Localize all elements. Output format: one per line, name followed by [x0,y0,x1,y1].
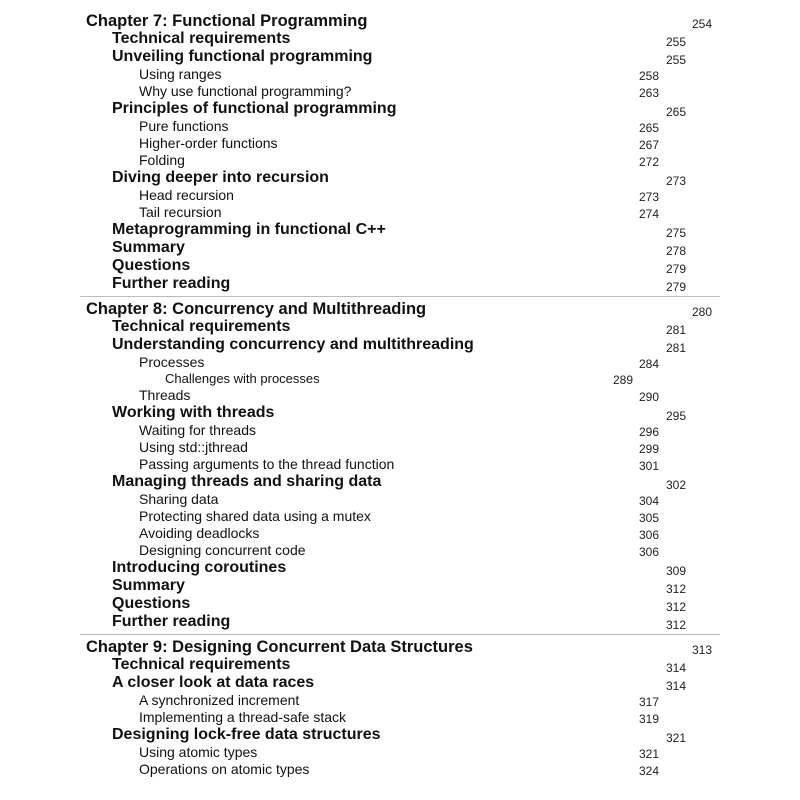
toc-subsection-entry[interactable] [86,66,716,83]
toc-subsection-entry[interactable] [86,152,716,169]
toc-entry-page-number: 278 [666,244,687,258]
toc-section-entry[interactable] [86,726,716,744]
toc-entry-title: Passing arguments to the thread function [139,456,395,472]
toc-subsection-entry[interactable] [86,709,716,726]
toc-entry-page-number: 267 [639,138,660,152]
toc-entry-page-number: 290 [639,390,660,404]
toc-entry-title: Designing lock-free data structures [112,726,381,743]
toc-entry-title: Using std::jthread [139,439,248,455]
toc-entry-page-number: 299 [639,442,660,456]
toc-entry-page-number: 321 [666,731,687,745]
toc-entry-page-number: 324 [639,764,660,778]
toc-subsection-entry[interactable] [86,118,716,135]
toc-entry-title: Summary [112,577,185,594]
toc-subsection-entry[interactable] [86,187,716,204]
toc-section-entry[interactable] [86,473,716,491]
toc-entry-title: Avoiding deadlocks [139,525,260,541]
toc-section-entry[interactable] [86,221,716,239]
toc-entry-title: Technical requirements [112,30,291,47]
toc-entry-title: Introducing coroutines [112,559,287,576]
toc-entry-title: Understanding concurrency and multithreading [112,336,474,353]
toc-entry-page-number: 312 [666,582,687,596]
toc-section-entry[interactable] [86,656,716,674]
toc-subsection-entry[interactable] [86,761,716,778]
toc-subsection-entry[interactable] [86,456,716,473]
toc-entry-title: Why use functional programming? [139,83,352,99]
toc-entry-page-number: 295 [666,409,687,423]
toc-entry-title: Chapter 8: Concurrency and Multithreading [86,300,427,318]
toc-entry-page-number: 255 [666,53,687,67]
toc-entry-page-number: 313 [692,643,713,657]
toc-section-entry[interactable] [86,169,716,187]
toc-entry-page-number: 263 [639,86,660,100]
toc-chapter-entry[interactable] [86,300,716,318]
toc-section-entry[interactable] [86,239,716,257]
toc-entry-title: Chapter 9: Designing Concurrent Data Structures [86,638,473,656]
toc-entry-title: Diving deeper into recursion [112,169,329,186]
toc-entry-page-number: 272 [639,155,660,169]
toc-entry-title: Further reading [112,613,231,630]
toc-entry-page-number: 273 [666,174,687,188]
toc-entry-title: Operations on atomic types [139,761,310,777]
toc-entry-page-number: 289 [613,373,634,387]
toc-entry-title: Using ranges [139,66,222,82]
toc-section-entry[interactable] [86,30,716,48]
toc-entry-title: Chapter 7: Functional Programming [86,12,368,30]
toc-entry-title: Sharing data [139,491,219,507]
toc-entry-title: Metaprogramming in functional C++ [112,221,386,238]
toc-subsection-entry[interactable] [86,387,716,404]
table-of-contents [86,12,716,778]
toc-section-entry[interactable] [86,559,716,577]
toc-entry-page-number: 306 [639,545,660,559]
toc-chapter-entry[interactable] [86,638,716,656]
toc-entry-page-number: 306 [639,528,660,542]
toc-entry-page-number: 279 [666,262,687,276]
toc-entry-title: Waiting for threads [139,422,256,438]
toc-entry-title: Tail recursion [139,204,222,220]
toc-subsection-entry[interactable] [86,204,716,221]
toc-subsection-entry[interactable] [86,371,716,387]
toc-entry-title: Managing threads and sharing data [112,473,382,490]
toc-entry-page-number: 275 [666,226,687,240]
toc-entry-page-number: 314 [666,661,687,675]
toc-section-entry[interactable] [86,100,716,118]
toc-entry-title: Designing concurrent code [139,542,306,558]
toc-entry-title: Higher-order functions [139,135,278,151]
toc-chapter-entry[interactable] [86,12,716,30]
toc-section-entry[interactable] [86,318,716,336]
toc-entry-title: Threads [139,387,191,403]
toc-entry-page-number: 274 [639,207,660,221]
toc-section-entry[interactable] [86,613,716,631]
toc-section-entry[interactable] [86,336,716,354]
toc-entry-page-number: 301 [639,459,660,473]
toc-subsection-entry[interactable] [86,744,716,761]
toc-entry-title: Protecting shared data using a mutex [139,508,371,524]
toc-section-entry[interactable] [86,257,716,275]
toc-entry-title: Working with threads [112,404,275,421]
toc-entry-page-number: 265 [666,105,687,119]
toc-entry-page-number: 312 [666,600,687,614]
toc-subsection-entry[interactable] [86,439,716,456]
toc-entry-title: A closer look at data races [112,674,315,691]
toc-entry-title: A synchronized increment [139,692,300,708]
toc-section-entry[interactable] [86,674,716,692]
toc-entry-page-number: 321 [639,747,660,761]
toc-entry-page-number: 254 [692,17,713,31]
toc-subsection-entry[interactable] [86,83,716,100]
toc-subsection-entry[interactable] [86,692,716,709]
toc-section-entry[interactable] [86,275,716,293]
toc-entry-page-number: 317 [639,695,660,709]
toc-entry-page-number: 304 [639,494,660,508]
toc-entry-title: Folding [139,152,185,168]
toc-subsection-entry[interactable] [86,354,716,371]
toc-entry-page-number: 284 [639,357,660,371]
toc-entry-title: Technical requirements [112,318,291,335]
toc-section-entry[interactable] [86,577,716,595]
toc-entry-page-number: 296 [639,425,660,439]
toc-entry-page-number: 273 [639,190,660,204]
toc-entry-page-number: 302 [666,478,687,492]
toc-entry-page-number: 279 [666,280,687,294]
toc-subsection-entry[interactable] [86,491,716,508]
toc-entry-page-number: 314 [666,679,687,693]
toc-entry-title: Challenges with processes [165,371,320,386]
toc-entry-title: Unveiling functional programming [112,48,373,65]
toc-entry-title: Further reading [112,275,231,292]
toc-entry-title: Summary [112,239,185,256]
toc-entry-page-number: 319 [639,712,660,726]
toc-entry-title: Head recursion [139,187,234,203]
toc-section-entry[interactable] [86,48,716,66]
toc-entry-title: Questions [112,257,191,274]
chapter-divider [80,634,720,635]
toc-entry-title: Pure functions [139,118,229,134]
toc-entry-page-number: 312 [666,618,687,632]
toc-subsection-entry[interactable] [86,422,716,439]
toc-entry-page-number: 258 [639,69,660,83]
chapter-divider [80,296,720,297]
toc-entry-title: Processes [139,354,205,370]
toc-entry-page-number: 255 [666,35,687,49]
toc-section-entry[interactable] [86,404,716,422]
toc-subsection-entry[interactable] [86,525,716,542]
toc-entry-title: Implementing a thread-safe stack [139,709,346,725]
toc-entry-title: Questions [112,595,191,612]
toc-section-entry[interactable] [86,595,716,613]
toc-entry-title: Using atomic types [139,744,258,760]
toc-entry-title: Technical requirements [112,656,291,673]
toc-subsection-entry[interactable] [86,508,716,525]
toc-entry-page-number: 305 [639,511,660,525]
toc-subsection-entry[interactable] [86,542,716,559]
toc-entry-title: Principles of functional programming [112,100,397,117]
toc-entry-page-number: 281 [666,341,687,355]
toc-subsection-entry[interactable] [86,135,716,152]
toc-entry-page-number: 265 [639,121,660,135]
toc-entry-page-number: 309 [666,564,687,578]
toc-entry-page-number: 280 [692,305,713,319]
toc-entry-page-number: 281 [666,323,687,337]
